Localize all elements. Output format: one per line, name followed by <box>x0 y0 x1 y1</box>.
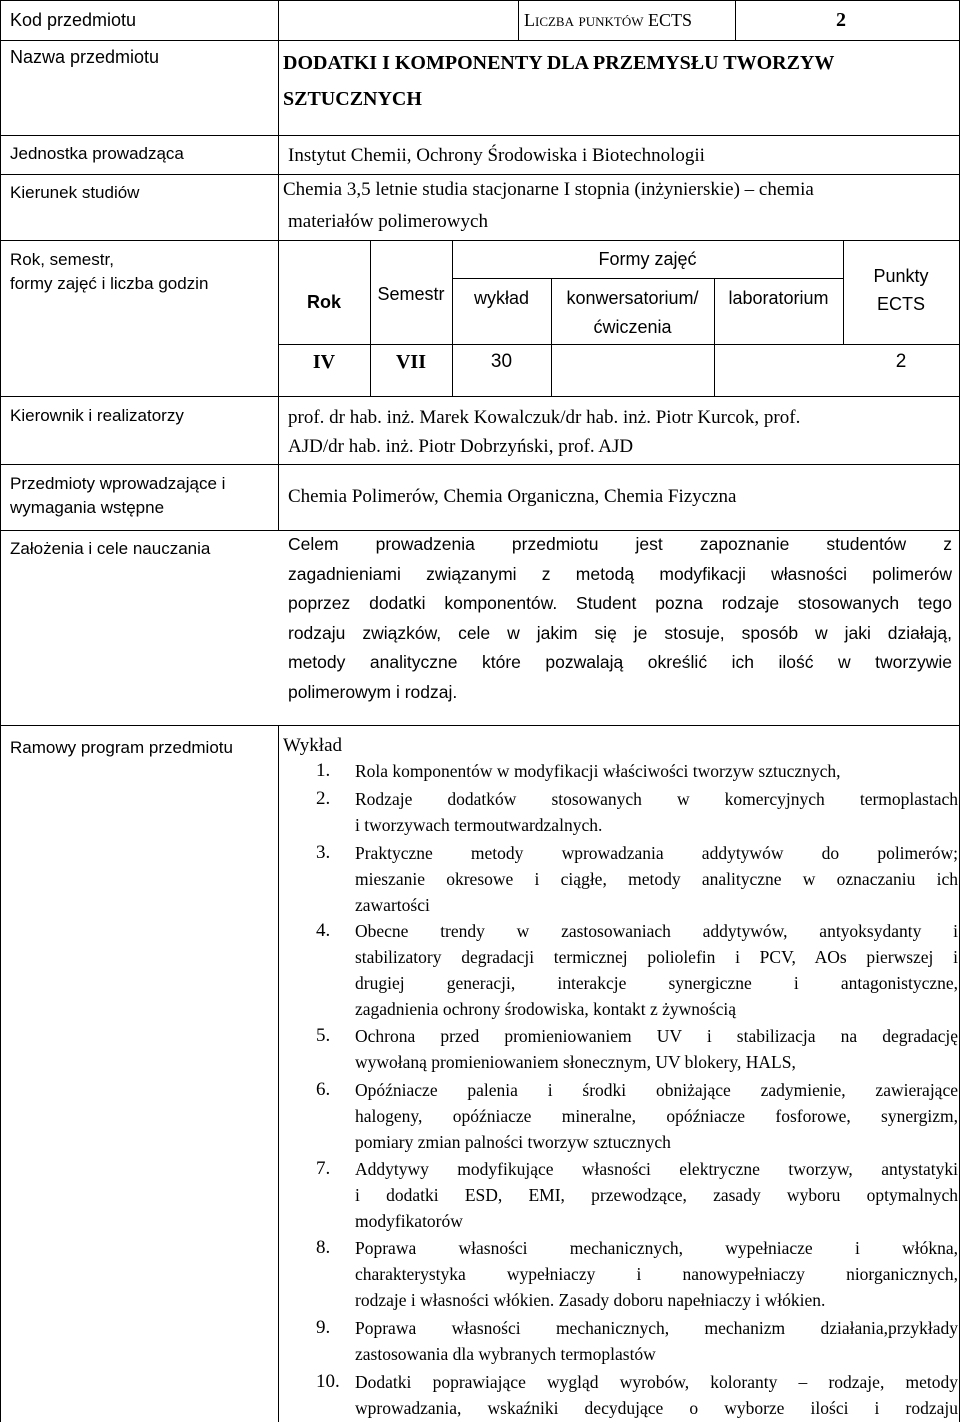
row-wyklad: 30 <box>490 351 513 372</box>
course-name <box>283 45 834 117</box>
program-item-line: charakterystyka wypełniaczy i nanowypełniaczy niorganicznych, <box>355 1264 958 1284</box>
schedule-label-line: formy zajęć i liczba godzin <box>10 274 209 293</box>
program-item-text <box>355 786 958 838</box>
col-punkty-ects <box>843 262 959 318</box>
col-punkty-line: ECTS <box>876 294 925 314</box>
row-semestr: VII <box>395 351 426 373</box>
program-heading: Wykład <box>283 735 343 756</box>
program-item-text <box>355 1077 958 1155</box>
goals-line: polimerowym i rodzaj. <box>288 681 458 702</box>
row-punkty: 2 <box>895 351 907 372</box>
program-item-line: wprowadzania, wskaźniki decydujące o wyborze ilości i rodzaju <box>355 1398 958 1418</box>
prereq-label <box>10 472 225 520</box>
program-item-line: i dodatki ESD, EMI, przewodzące, zasady wyboru optymalnych <box>355 1185 958 1205</box>
prereq-label-line: wymagania wstępne <box>10 498 165 517</box>
program-item-text <box>355 840 958 918</box>
col-wyklad: wykład <box>473 288 530 308</box>
unit-value: Instytut Chemii, Ochrony Środowiska i Biotechnologii <box>288 145 705 166</box>
program-item-line: modyfikatorów <box>355 1211 463 1231</box>
col-semestr: Semestr <box>377 284 445 304</box>
program-item-number: 1. <box>316 760 331 781</box>
goals-label: Założenia i cele nauczania <box>10 539 211 558</box>
program-item-line: zagadnienia ochrony środowiska, kontakt z żywnością <box>355 999 736 1019</box>
program-item-line: Poprawa własności mechanicznych, wypełniacze i włókna, <box>355 1238 958 1258</box>
program-item-line: halogeny, opóźniacze mineralne, opóźniacze fosforowe, synergizm, <box>355 1106 958 1126</box>
program-item-text <box>355 1369 958 1421</box>
program-item-text <box>355 758 958 784</box>
col-konwersatorium-line: konwersatorium/ <box>566 288 699 308</box>
program-item-line: Addytywy modyfikujące własności elektryczne tworzyw, antystatyki <box>355 1159 958 1179</box>
program-item-number: 3. <box>316 842 331 863</box>
col-konwersatorium <box>551 284 714 342</box>
field-value <box>283 174 814 238</box>
goals-line: poprzez dodatki komponentów. Student pozna rodzaje stosowanych tego <box>288 593 952 613</box>
col-laboratorium: laboratorium <box>728 288 829 308</box>
program-item-line: Poprawa własności mechanicznych, mechanizm działania,przykłady <box>355 1318 958 1338</box>
goals-text <box>288 530 952 707</box>
col-rok: Rok <box>306 292 341 312</box>
staff-line: AJD/dr hab. inż. Piotr Dobrzyński, prof. AJD <box>288 436 634 457</box>
row-divider <box>0 725 960 726</box>
program-item-line: drugiej generacji, interakcje synergiczne i antagonistyczne, <box>355 973 958 993</box>
program-item-line: Opóźniacze palenia i środki obniżające zadymienie, zawierające <box>355 1080 958 1100</box>
program-item-text <box>355 1315 958 1367</box>
table-border-left <box>0 0 1 1422</box>
course-name-line: DODATKI I KOMPONENTY DLA PRZEMYSŁU TWORZYW <box>283 52 835 74</box>
staff-line: prof. dr hab. inż. Marek Kowalczuk/dr hab. inż. Piotr Kurcok, prof. <box>288 407 801 428</box>
program-item-line: Rodzaje dodatków stosowanych w komercyjnych termoplastach <box>355 789 958 809</box>
program-item-line: Obecne trendy w zastosowaniach addytywów, antyoksydanty i <box>355 921 958 941</box>
program-item-line: Praktyczne metody wprowadzania addytywów do polimerów; <box>355 843 958 863</box>
goals-line: Celem prowadzenia przedmiotu jest zapoznanie studentów z <box>288 534 952 554</box>
program-label: Ramowy program przedmiotu <box>10 738 233 757</box>
prereq-value: Chemia Polimerów, Chemia Organiczna, Chemia Fizyczna <box>288 486 737 507</box>
program-item-line: i tworzywach termoutwardzalnych. <box>355 815 603 835</box>
program-item-number: 2. <box>316 788 331 809</box>
column-divider <box>278 725 279 1422</box>
row-divider <box>0 396 960 397</box>
field-label: Kierunek studiów <box>10 183 140 202</box>
goals-line: zagadnieniami związanymi z metodą modyfikacji własności polimerów <box>288 563 952 584</box>
col-konwersatorium-line: ćwiczenia <box>593 317 672 337</box>
row-rok: IV <box>312 351 336 373</box>
ects-label: Liczba punktów ECTS <box>524 10 692 30</box>
program-item-text <box>355 1235 958 1313</box>
row-divider <box>0 464 960 465</box>
program-item-line: pomiary zmian palności tworzyw sztucznych <box>355 1132 671 1152</box>
ects-value: 2 <box>836 9 846 31</box>
goals-line: metody analityczne które pozwalają określić ich ilość w tworzywie <box>288 652 952 672</box>
field-line: materiałów polimerowych <box>288 211 488 232</box>
program-item-line: Ochrona przed promieniowaniem UV i stabilizacja na degradację <box>355 1026 958 1046</box>
header-divider <box>518 0 519 40</box>
col-punkty-line: Punkty <box>873 266 929 286</box>
schedule-table <box>278 240 959 396</box>
subheader-divider <box>452 278 843 279</box>
table-border-top <box>0 0 960 1</box>
schedule-label <box>10 248 208 296</box>
program-item-line: wywołaną promieniowaniem słonecznym, UV blokery, HALS, <box>355 1052 796 1072</box>
program-item-number: 10. <box>316 1371 340 1392</box>
code-label: Kod przedmiotu <box>10 10 137 30</box>
program-item-line: mieszanie okresowe i ciągłe, metody analityczne w oznaczaniu ich <box>355 869 958 889</box>
schedule-row-divider <box>278 344 959 345</box>
program-item-text <box>355 1023 958 1075</box>
prereq-label-line: Przedmioty wprowadzające i <box>10 474 226 493</box>
row-divider <box>0 135 960 136</box>
program-item-number: 9. <box>316 1317 331 1338</box>
program-item-number: 5. <box>316 1025 331 1046</box>
header-divider <box>735 0 736 40</box>
program-item-line: zawartości <box>355 895 430 915</box>
program-item-number: 6. <box>316 1079 331 1100</box>
course-name-label: Nazwa przedmiotu <box>10 47 160 67</box>
program-item-line: rodzaje i własności włókien. Zasady doboru napełniaczy i włókien. <box>355 1290 826 1310</box>
program-item-text <box>355 1156 958 1234</box>
program-item-number: 8. <box>316 1237 331 1258</box>
row-divider <box>0 40 960 41</box>
schedule-label-line: Rok, semestr, <box>10 250 114 269</box>
unit-label: Jednostka prowadząca <box>10 144 184 163</box>
program-item-line: Rola komponentów w modyfikacji właściwości tworzyw sztucznych, <box>355 761 841 781</box>
program-item-line: zastosowania dla wybranych termoplastów <box>355 1344 656 1364</box>
program-item-number: 4. <box>316 920 331 941</box>
staff-label: Kierownik i realizatorzy <box>10 406 184 425</box>
field-line: Chemia 3,5 letnie studia stacjonarne I stopnia (inżynierskie) – chemia <box>283 179 814 200</box>
course-name-line: SZTUCZNYCH <box>283 88 422 110</box>
staff-value <box>288 403 800 461</box>
col-formy: Formy zajęć <box>598 249 697 269</box>
program-item-line: stabilizatory degradacji termicznej poliolefin i PCV, AOs pierwszej i <box>355 947 958 967</box>
program-item-number: 7. <box>316 1158 331 1179</box>
program-item-line: Dodatki poprawiające wygląd wyrobów, koloranty – rodzaje, metody <box>355 1372 958 1392</box>
goals-line: rodzaju związków, cele w jakim się je stosuje, sposób w jaki działają, <box>288 622 952 643</box>
program-item-text <box>355 918 958 1022</box>
